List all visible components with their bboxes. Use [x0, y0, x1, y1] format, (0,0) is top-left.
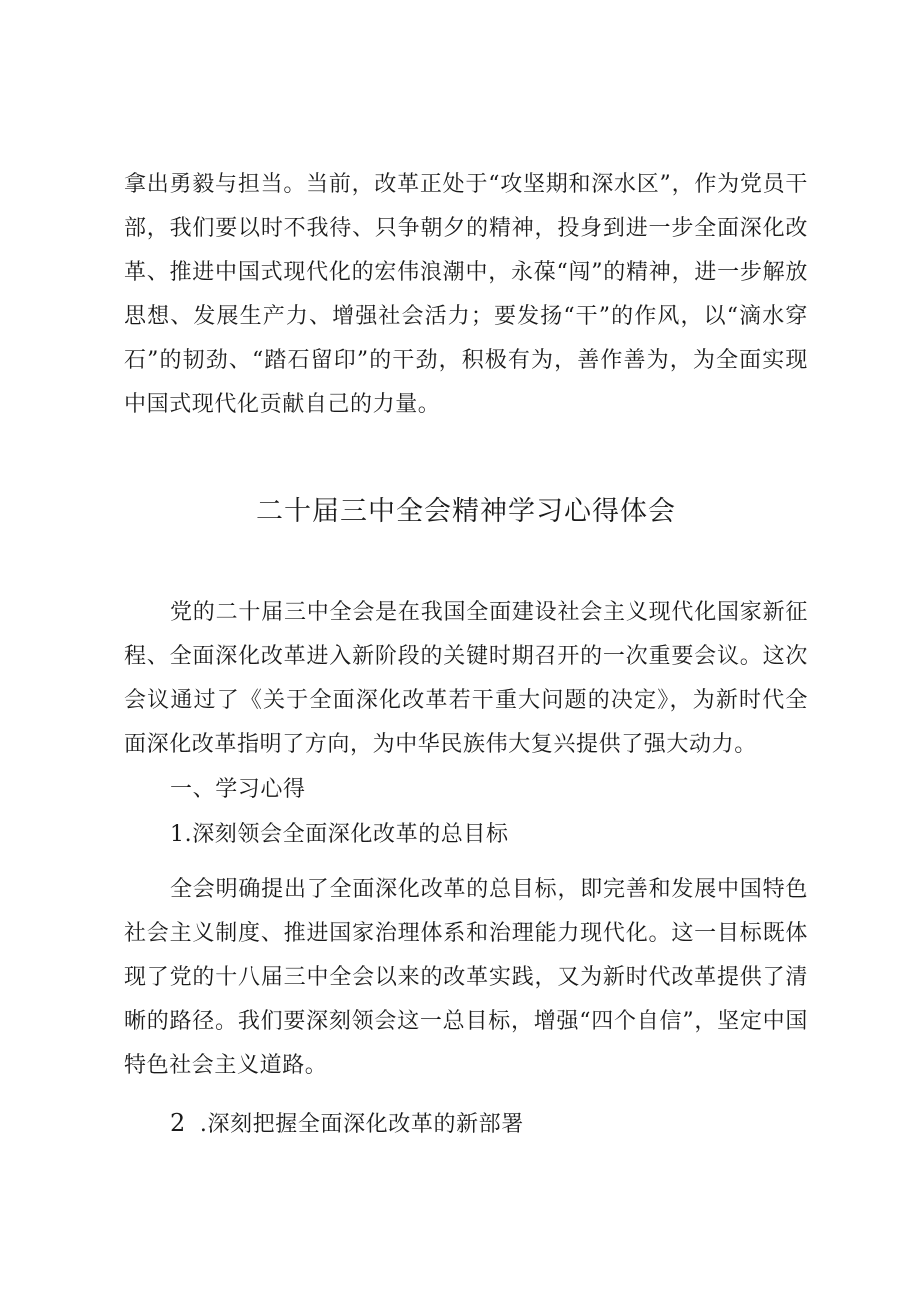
paragraph-1: 党的二十届三中全会是在我国全面建设社会主义现代化国家新征程、全面深化改革进入新阶段的关键时期召开的一次重要会议。这次会议通过了《关于全面深化改革若干重大问题的决定》，为新时代全面深化改革指明了方向，为中华民族伟大复兴提供了强大动力。	[124, 600, 808, 757]
subheading-1	[124, 813, 808, 857]
document-title-block	[124, 492, 808, 532]
subheading-2-number: 2	[170, 1109, 186, 1137]
section-heading: 一、学习心得	[170, 777, 306, 802]
document-title: 二十届三中全会精神学习心得体会	[256, 496, 676, 527]
paragraph-2: 全会明确提出了全面深化改革的总目标，即完善和发展中国特色社会主义制度、推进国家治理体系和治理能力现代化。这一目标既体现了党的十八届三中全会以来的改革实践，又为新时代改革提供了清晰的路径。我们要深刻领会这一总目标，增强“四个自信”，坚定中国特色社会主义道路。	[124, 877, 808, 1078]
section-heading-block	[124, 768, 808, 812]
subheading-1-number: 1	[170, 822, 185, 847]
subheading-1-text: .深刻领会全面深化改革的总目标	[184, 822, 509, 847]
paragraph-2-block	[124, 868, 808, 1088]
paragraph-1-block	[124, 591, 808, 767]
intro-paragraph: 拿出勇毅与担当。当前，改革正处于“攻坚期和深水区”，作为党员干部，我们要以时不我待、只争朝夕的精神，投身到进一步全面深化改革、推进中国式现代化的宏伟浪潮中，永葆“闯”的精神，进一步解放思想、发展生产力、增强社会活力；要发扬“干”的作风，以“滴水穿石”的韧劲、“踏石留印”的干劲，积极有为，善作善为，为全面实现中国式现代化贡献自己的力量。	[124, 172, 808, 417]
subheading-2	[124, 1101, 808, 1147]
intro-paragraph-block	[124, 163, 808, 427]
subheading-1-block	[124, 813, 808, 857]
subheading-2-text: .深刻把握全面深化改革的新部署	[199, 1112, 524, 1137]
subheading-2-block	[124, 1101, 808, 1147]
